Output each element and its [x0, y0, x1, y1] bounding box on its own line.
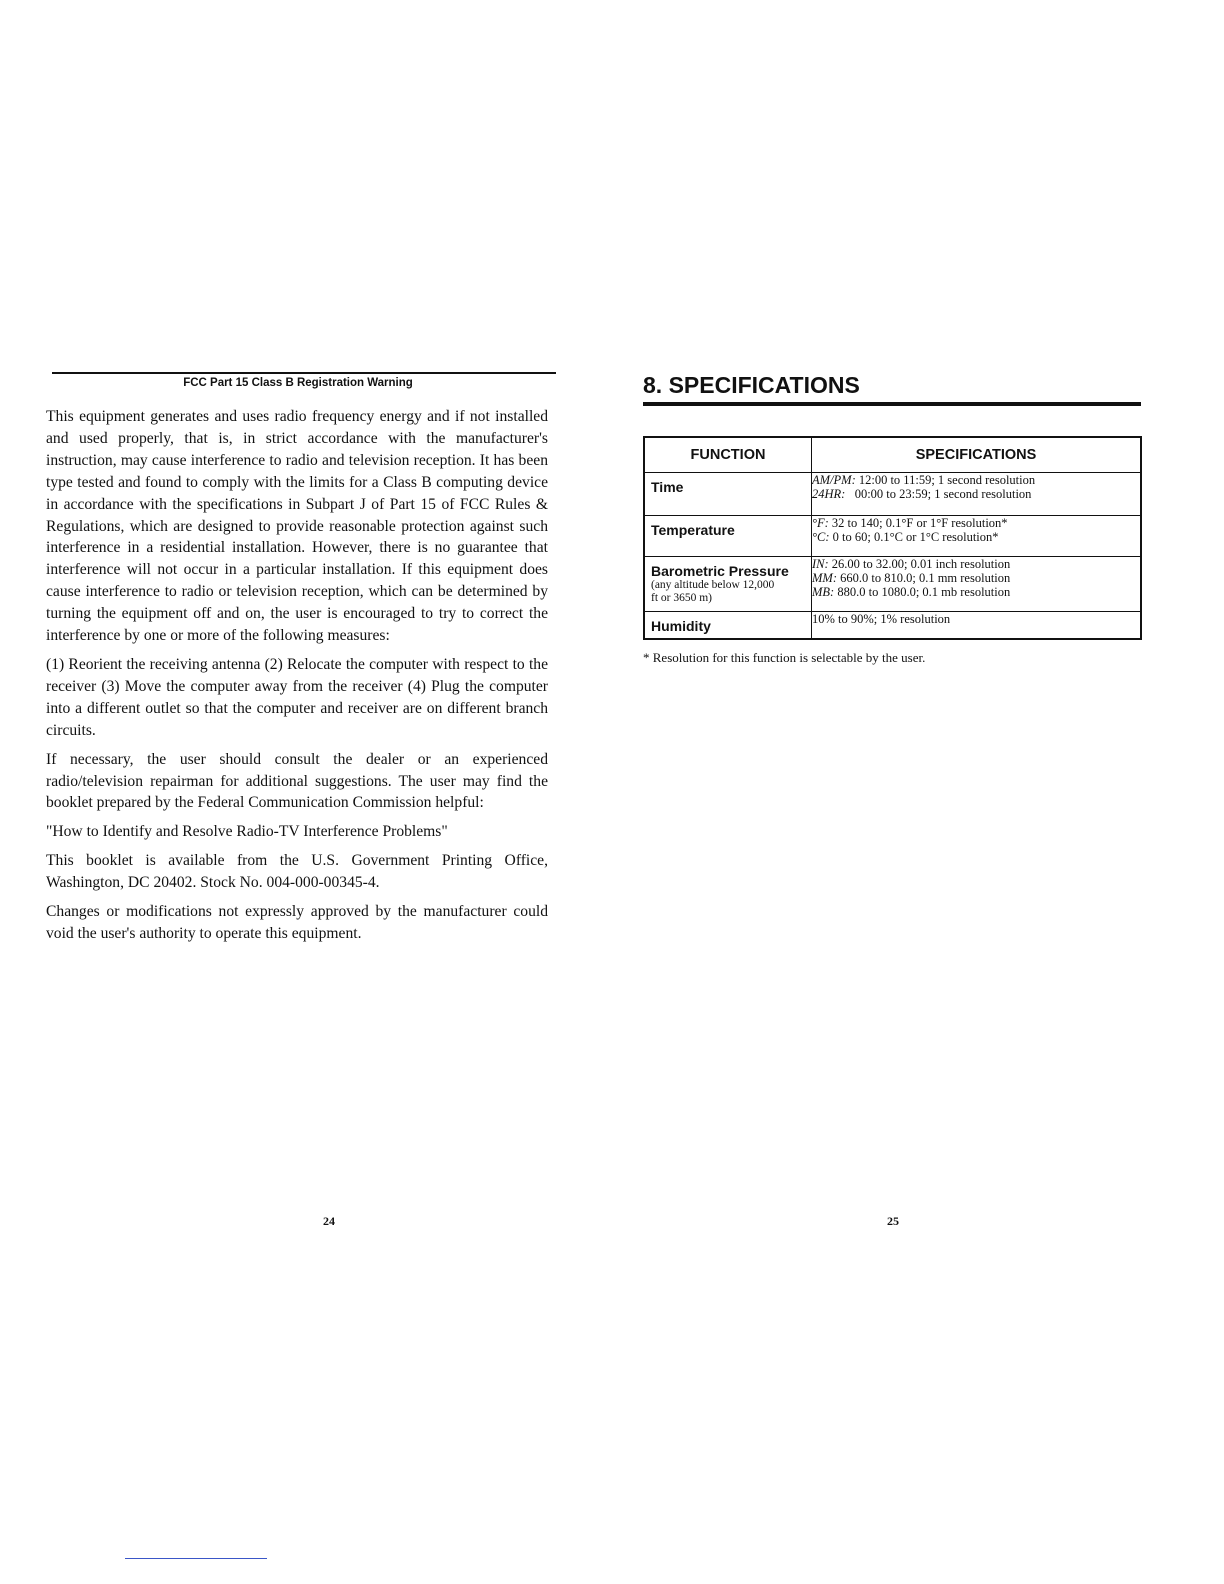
spec-line: [812, 530, 1140, 544]
function-cell: [644, 557, 812, 612]
spec-text: 32 to 140; 0.1°F or 1°F resolution*: [828, 516, 1008, 530]
fcc-heading-rule: [52, 372, 556, 374]
spec-line: [812, 516, 1140, 530]
spec-line: [812, 612, 1140, 626]
page-number-right: 25: [887, 1214, 899, 1228]
spec-text: 26.00 to 32.00; 0.01 inch resolution: [828, 557, 1011, 571]
spec-label: AM/PM:: [812, 473, 856, 487]
spec-text: 0 to 60; 0.1°C or 1°C resolution*: [829, 530, 999, 544]
page-number-left: 24: [323, 1214, 335, 1228]
function-name: Humidity: [651, 618, 711, 634]
table-header-row: [644, 437, 1141, 473]
table-footnote: * Resolution for this function is selectable by the user.: [643, 650, 926, 665]
spec-text: 880.0 to 1080.0; 0.1 mb resolution: [834, 585, 1011, 599]
spec-label: °C:: [812, 530, 830, 544]
function-cell: [644, 612, 812, 640]
spec-label: MM:: [812, 571, 837, 585]
function-name: Temperature: [651, 522, 735, 538]
header-specifications: SPECIFICATIONS: [812, 437, 1142, 473]
fcc-paragraph: "How to Identify and Resolve Radio-TV Interference Problems": [46, 823, 448, 841]
spec-label: IN:: [812, 557, 829, 571]
spec-line: [812, 571, 1140, 585]
fcc-paragraph: If necessary, the user should consult the dealer or an experienced radio/television repairman for additional suggestions. The user may find the booklet prepared by the Federal Communication Commission helpful:: [46, 750, 548, 812]
spec-cell: [812, 473, 1142, 516]
fcc-body: [46, 406, 548, 952]
spec-text: 660.0 to 810.0; 0.1 mm resolution: [837, 571, 1011, 585]
table-row: [644, 557, 1141, 612]
section-title-rule: [643, 402, 1141, 406]
fcc-paragraph: This equipment generates and uses radio frequency energy and if not installed and used properly, that is, in strict accordance with the manufacturer's instruction, may cause interference to radio and television reception. It has been type tested and found to comply with the limits for a Class B computing device in accordance with the specifications in Subpart J of Part 15 of FCC Rules & Regulations, which are designed to provide reasonable protection against such interference in a residential installation. However, there is no guarantee that interference will not occur in a particular installation. If this equipment does cause interference to radio or television reception, which can be determined by turning the equipment off and on, the user is encouraged to try to correct the interference by one or more of the following measures:: [46, 408, 548, 645]
function-cell: [644, 473, 812, 516]
function-note: (any altitude below 12,000 ft or 3650 m): [651, 579, 775, 604]
spec-cell: [812, 612, 1142, 640]
fcc-paragraph: (1) Reorient the receiving antenna (2) Relocate the computer with respect to the receiver (3) Move the computer away from the receiver (4) Plug the computer into a different outlet so that the computer and receiver are on different branch circuits.: [46, 655, 548, 739]
spec-label: 24HR:: [812, 487, 846, 501]
table-row: [644, 473, 1141, 516]
fcc-heading: FCC Part 15 Class B Registration Warning: [183, 377, 413, 389]
spec-line: [812, 557, 1140, 571]
specifications-table: [643, 436, 1142, 640]
fcc-paragraph: This booklet is available from the U.S. Government Printing Office, Washington, DC 20402. Stock No. 004-000-00345-4.: [46, 852, 548, 892]
spec-line: [812, 473, 1140, 487]
section-title: 8. SPECIFICATIONS: [643, 372, 860, 398]
function-name: Barometric Pressure: [651, 563, 789, 579]
spec-text: 00:00 to 23:59; 1 second resolution: [845, 487, 1032, 501]
fcc-paragraph: Changes or modifications not expressly approved by the manufacturer could void the user's authority to operate this equipment.: [46, 903, 548, 942]
header-function: FUNCTION: [644, 437, 812, 473]
spec-label: °F:: [812, 516, 829, 530]
table-row: [644, 516, 1141, 557]
scan-artifact-line: [125, 1558, 267, 1559]
table-row: [644, 612, 1141, 640]
spec-cell: [812, 516, 1142, 557]
spec-text: 12:00 to 11:59; 1 second resolution: [855, 473, 1036, 487]
spec-line: [812, 585, 1140, 599]
spec-text: 10% to 90%; 1% resolution: [812, 612, 951, 626]
function-cell: [644, 516, 812, 557]
spec-cell: [812, 557, 1142, 612]
function-name: Time: [651, 479, 684, 495]
spec-label: MB:: [812, 585, 835, 599]
spec-line: [812, 487, 1140, 501]
